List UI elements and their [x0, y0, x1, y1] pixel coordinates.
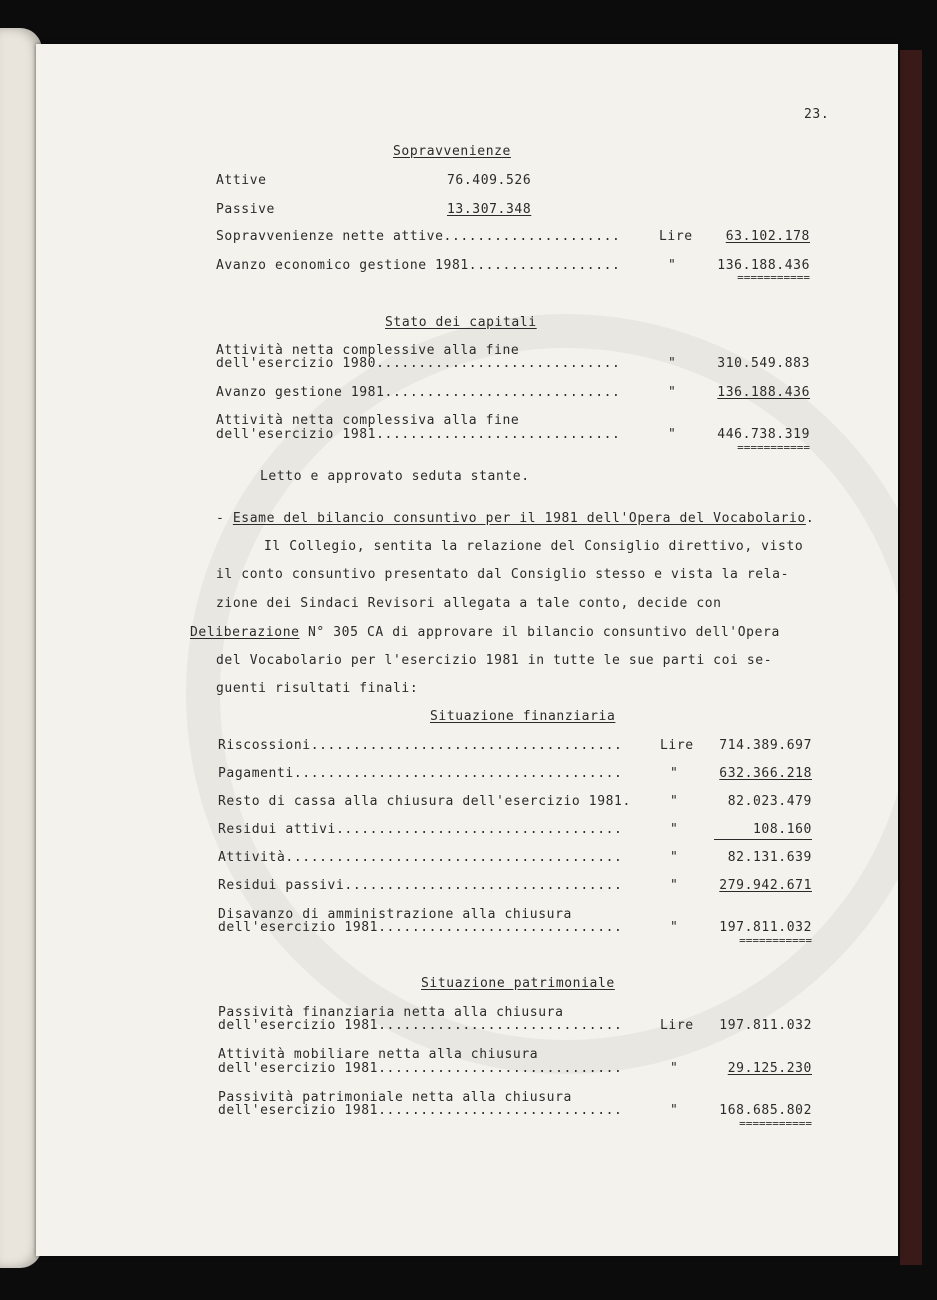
- document-page: [36, 44, 898, 1256]
- disavanzo-value: 197.811.032: [719, 920, 812, 935]
- fin-row-unit: Lire: [660, 738, 694, 753]
- fin-row-unit: ": [670, 766, 679, 781]
- row3-value: 446.738.319: [717, 427, 810, 442]
- pat-row3-line1: Passività patrimoniale netta alla chiusura: [218, 1090, 572, 1105]
- pat-row3-value: 168.685.802: [719, 1103, 812, 1118]
- pat-row1-line2: dell'esercizio 1981.............................: [218, 1018, 623, 1033]
- attive-label: Attive: [216, 173, 267, 188]
- attive-value: 76.409.526: [447, 173, 532, 188]
- para-line2: il conto consuntivo presentato dal Consiglio stesso e vista la rela-: [216, 567, 790, 582]
- pat-row3-unit: ": [670, 1103, 679, 1118]
- heading-situazione-patrimoniale: Situazione patrimoniale: [421, 976, 615, 991]
- row2-unit: ": [668, 385, 677, 400]
- row3-line2: dell'esercizio 1981.............................: [216, 427, 621, 442]
- heading-sopravvenienze: Sopravvenienze: [393, 144, 511, 159]
- pat-row2-unit: ": [670, 1061, 679, 1076]
- row1-unit: ": [668, 356, 677, 371]
- fin-row-value: 82.023.479: [727, 794, 812, 809]
- passive-label: Passive: [216, 202, 275, 217]
- avanzo-label: Avanzo economico gestione 1981..................: [216, 258, 621, 273]
- disavanzo-line2: dell'esercizio 1981.............................: [218, 920, 623, 935]
- fin-row-label: Attività........................................: [218, 850, 623, 865]
- pat-row1-line1: Passività finanziaria netta alla chiusura: [218, 1005, 564, 1020]
- para-line4-rest: N° 305 CA di approvare il bilancio consuntivo dell'Opera: [299, 625, 780, 640]
- fin-row-label: Residui attivi..................................: [218, 822, 623, 837]
- row1-value: 310.549.883: [717, 356, 810, 371]
- deliberazione-word: Deliberazione: [190, 625, 300, 640]
- para-line5: del Vocabolario per l'esercizio 1981 in tutte le sue parti coi se-: [216, 653, 773, 668]
- nette-unit: Lire: [659, 229, 693, 244]
- item-dash: -: [216, 511, 233, 526]
- pat-row1-value: 197.811.032: [719, 1018, 812, 1033]
- fin-row-value: 632.366.218: [719, 766, 812, 781]
- letto-approvato: Letto e approvato seduta stante.: [260, 469, 530, 484]
- para-line4: [190, 626, 780, 640]
- para-line1: Il Collegio, sentita la relazione del Consiglio direttivo, visto: [264, 539, 804, 554]
- row3-unit: ": [668, 427, 677, 442]
- page-number: 23.: [804, 107, 830, 122]
- avanzo-unit: ": [668, 258, 677, 273]
- fin-row-value: 108.160: [753, 822, 812, 837]
- row2-value: 136.188.436: [717, 385, 810, 400]
- value-underline: [714, 839, 812, 840]
- item-line: [216, 512, 814, 526]
- double-rule: ===========: [737, 271, 810, 284]
- pat-row2-value: 29.125.230: [727, 1061, 812, 1076]
- fin-row-label: Residui passivi.................................: [218, 878, 623, 893]
- item-title: Esame del bilancio consuntivo per il 1981 dell'Opera del Vocabolario: [232, 511, 806, 526]
- pat-row3-line2: dell'esercizio 1981.............................: [218, 1103, 623, 1118]
- para-line6: guenti risultati finali:: [216, 681, 419, 696]
- row1-line2: dell'esercizio 1980.............................: [216, 356, 621, 371]
- double-rule: ===========: [739, 934, 812, 947]
- disavanzo-unit: ": [670, 920, 679, 935]
- pat-row2-line2: dell'esercizio 1981.............................: [218, 1061, 623, 1076]
- fin-row-value: 714.389.697: [719, 738, 812, 753]
- row1-line1: Attività netta complessive alla fine: [216, 343, 520, 358]
- fin-row-unit: ": [670, 822, 679, 837]
- double-rule: ===========: [737, 441, 810, 454]
- nette-label: Sopravvenienze nette attive.....................: [216, 229, 621, 244]
- fin-row-value: 279.942.671: [719, 878, 812, 893]
- disavanzo-line1: Disavanzo di amministrazione alla chiusura: [218, 907, 572, 922]
- fin-row-label: Pagamenti.......................................: [218, 766, 623, 781]
- fin-row-label: Resto di cassa alla chiusura dell'esercizio 1981.: [218, 794, 631, 809]
- row2-label: Avanzo gestione 1981............................: [216, 385, 621, 400]
- item-dot: .: [805, 511, 815, 526]
- fin-row-value: 82.131.639: [727, 850, 812, 865]
- fin-row-unit: ": [670, 850, 679, 865]
- passive-value: 13.307.348: [447, 202, 532, 217]
- heading-stato-capitali: Stato dei capitali: [385, 315, 537, 330]
- row3-line1: Attività netta complessiva alla fine: [216, 413, 520, 428]
- fin-row-unit: ": [670, 794, 679, 809]
- para-line3: zione dei Sindaci Revisori allegata a tale conto, decide con: [216, 596, 722, 611]
- book-cover-edge: [900, 50, 922, 1265]
- double-rule: ===========: [739, 1117, 812, 1130]
- fin-row-unit: ": [670, 878, 679, 893]
- fin-row-label: Riscossioni.....................................: [218, 738, 623, 753]
- heading-situazione-finanziaria: Situazione finanziaria: [430, 709, 616, 724]
- pat-row2-line1: Attività mobiliare netta alla chiusura: [218, 1047, 539, 1062]
- pat-row1-unit: Lire: [660, 1018, 694, 1033]
- avanzo-value: 136.188.436: [717, 258, 810, 273]
- nette-value: 63.102.178: [725, 229, 810, 244]
